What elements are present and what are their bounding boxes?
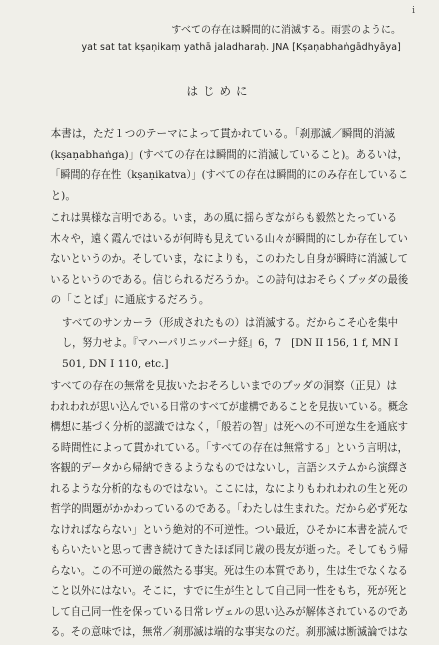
epigraph — [81, 22, 401, 56]
text-line: われわれが思い込んでいる日常のすべてが虚構であることを見抜いている。概念 — [49, 400, 408, 413]
text-line: なければならない」という絶対的不可逆性。つい最近，ひそかに本書を読んで — [50, 523, 409, 536]
text-line: る。その意味では，無常／刹那滅は端的な事実なのだ。刹那滅は断滅論ではな — [50, 626, 409, 638]
text-line: 客観的データから帰納できるようなものではないし，言語システムから演繹さ — [50, 462, 409, 474]
text-line: もらいたいと思って書き続けてきたほぼ同じ歳の畏友が逝った。そしてもう帰 — [50, 544, 409, 556]
text-line: 501, DN I 110, etc.] — [62, 357, 169, 370]
text-line: これは異様な言明である。いま，あの風に揺らぎながらも毅然とたっている — [50, 212, 398, 224]
text-line: 本書は，ただ１つのテーマによって貫かれている。「刹那滅／瞬間的消滅 — [50, 128, 395, 140]
text-line: と)。 — [50, 189, 76, 202]
text-line: の「ことば」に通底するだろう。 — [50, 294, 210, 306]
text-line: れるような分析的なものではない。ここには，なによりもわれわれの生と死の — [50, 482, 409, 495]
paragraph — [40, 124, 408, 206]
text-line: 「瞬間的存在性（kṣaṇikatva）」(すべての存在は瞬間的にのみ存在しているこ — [50, 169, 409, 181]
page-number: i — [412, 6, 415, 16]
text-line: ないというのか。そしていま，なによりも，このわたし自身が瞬時に消滅して — [50, 253, 409, 265]
text-line: 木々や，遠く霞んではいるが何時も見えている山々が瞬間的にしか存在してい — [50, 232, 408, 245]
text-line: し，努力せよ。『マハーパリニッバーナ経』6，7 [DN II 156, 1 f, MN I — [62, 337, 399, 349]
chapter-heading: はじめに — [186, 84, 253, 98]
text-line: 構想に基づく分析的認識ではなく，「般若の智」は死への不可逆な生を通底す — [50, 421, 408, 433]
paragraph — [40, 208, 408, 311]
body-text — [40, 124, 408, 645]
text-line: る時間性によって貫かれている。「すべての存在は無常する」という言明は， — [50, 441, 408, 454]
text-line: すべてのサンカーラ（形成されたもの）は消滅する。だからこそ心を集中 — [62, 316, 398, 329]
text-line: らない。この不可逆の厳然たる事実。死は生の本質であり，生は生でなくなる — [50, 564, 409, 577]
epigraph-japanese: すべての存在は瞬間的に消滅する。雨雲のように。 — [171, 25, 401, 36]
text-line: 哲学的問題がかかわっているのである。「わたしは生まれた。だから必ず死な — [50, 503, 409, 515]
text-line: いるというのである。信じられるだろうか。この詩句はおそらくブッダの最後 — [50, 273, 409, 286]
text-line: こと以外にはない。そこに，すでに生が生として自己同一性をもち，死が死と — [50, 585, 408, 597]
text-line: (kṣaṇabhaṅga)」(すべての存在は瞬間的に消滅していること)。あるいは， — [50, 148, 408, 161]
verse-quotation — [40, 313, 408, 375]
epigraph-sanskrit: yat sat tat kṣaṇikaṃ yathā jaladharaḥ. JNA [Kṣaṇabhaṅgādhyāya] — [81, 42, 401, 53]
text-line: して自己同一性を保っている日常レヴェルの思い込みが解体されているのであ — [50, 605, 409, 618]
paragraph — [40, 376, 408, 643]
text-line: すべての存在の無常を見抜いたおそろしいまでのブッダの洞察（正見）は — [50, 380, 398, 392]
